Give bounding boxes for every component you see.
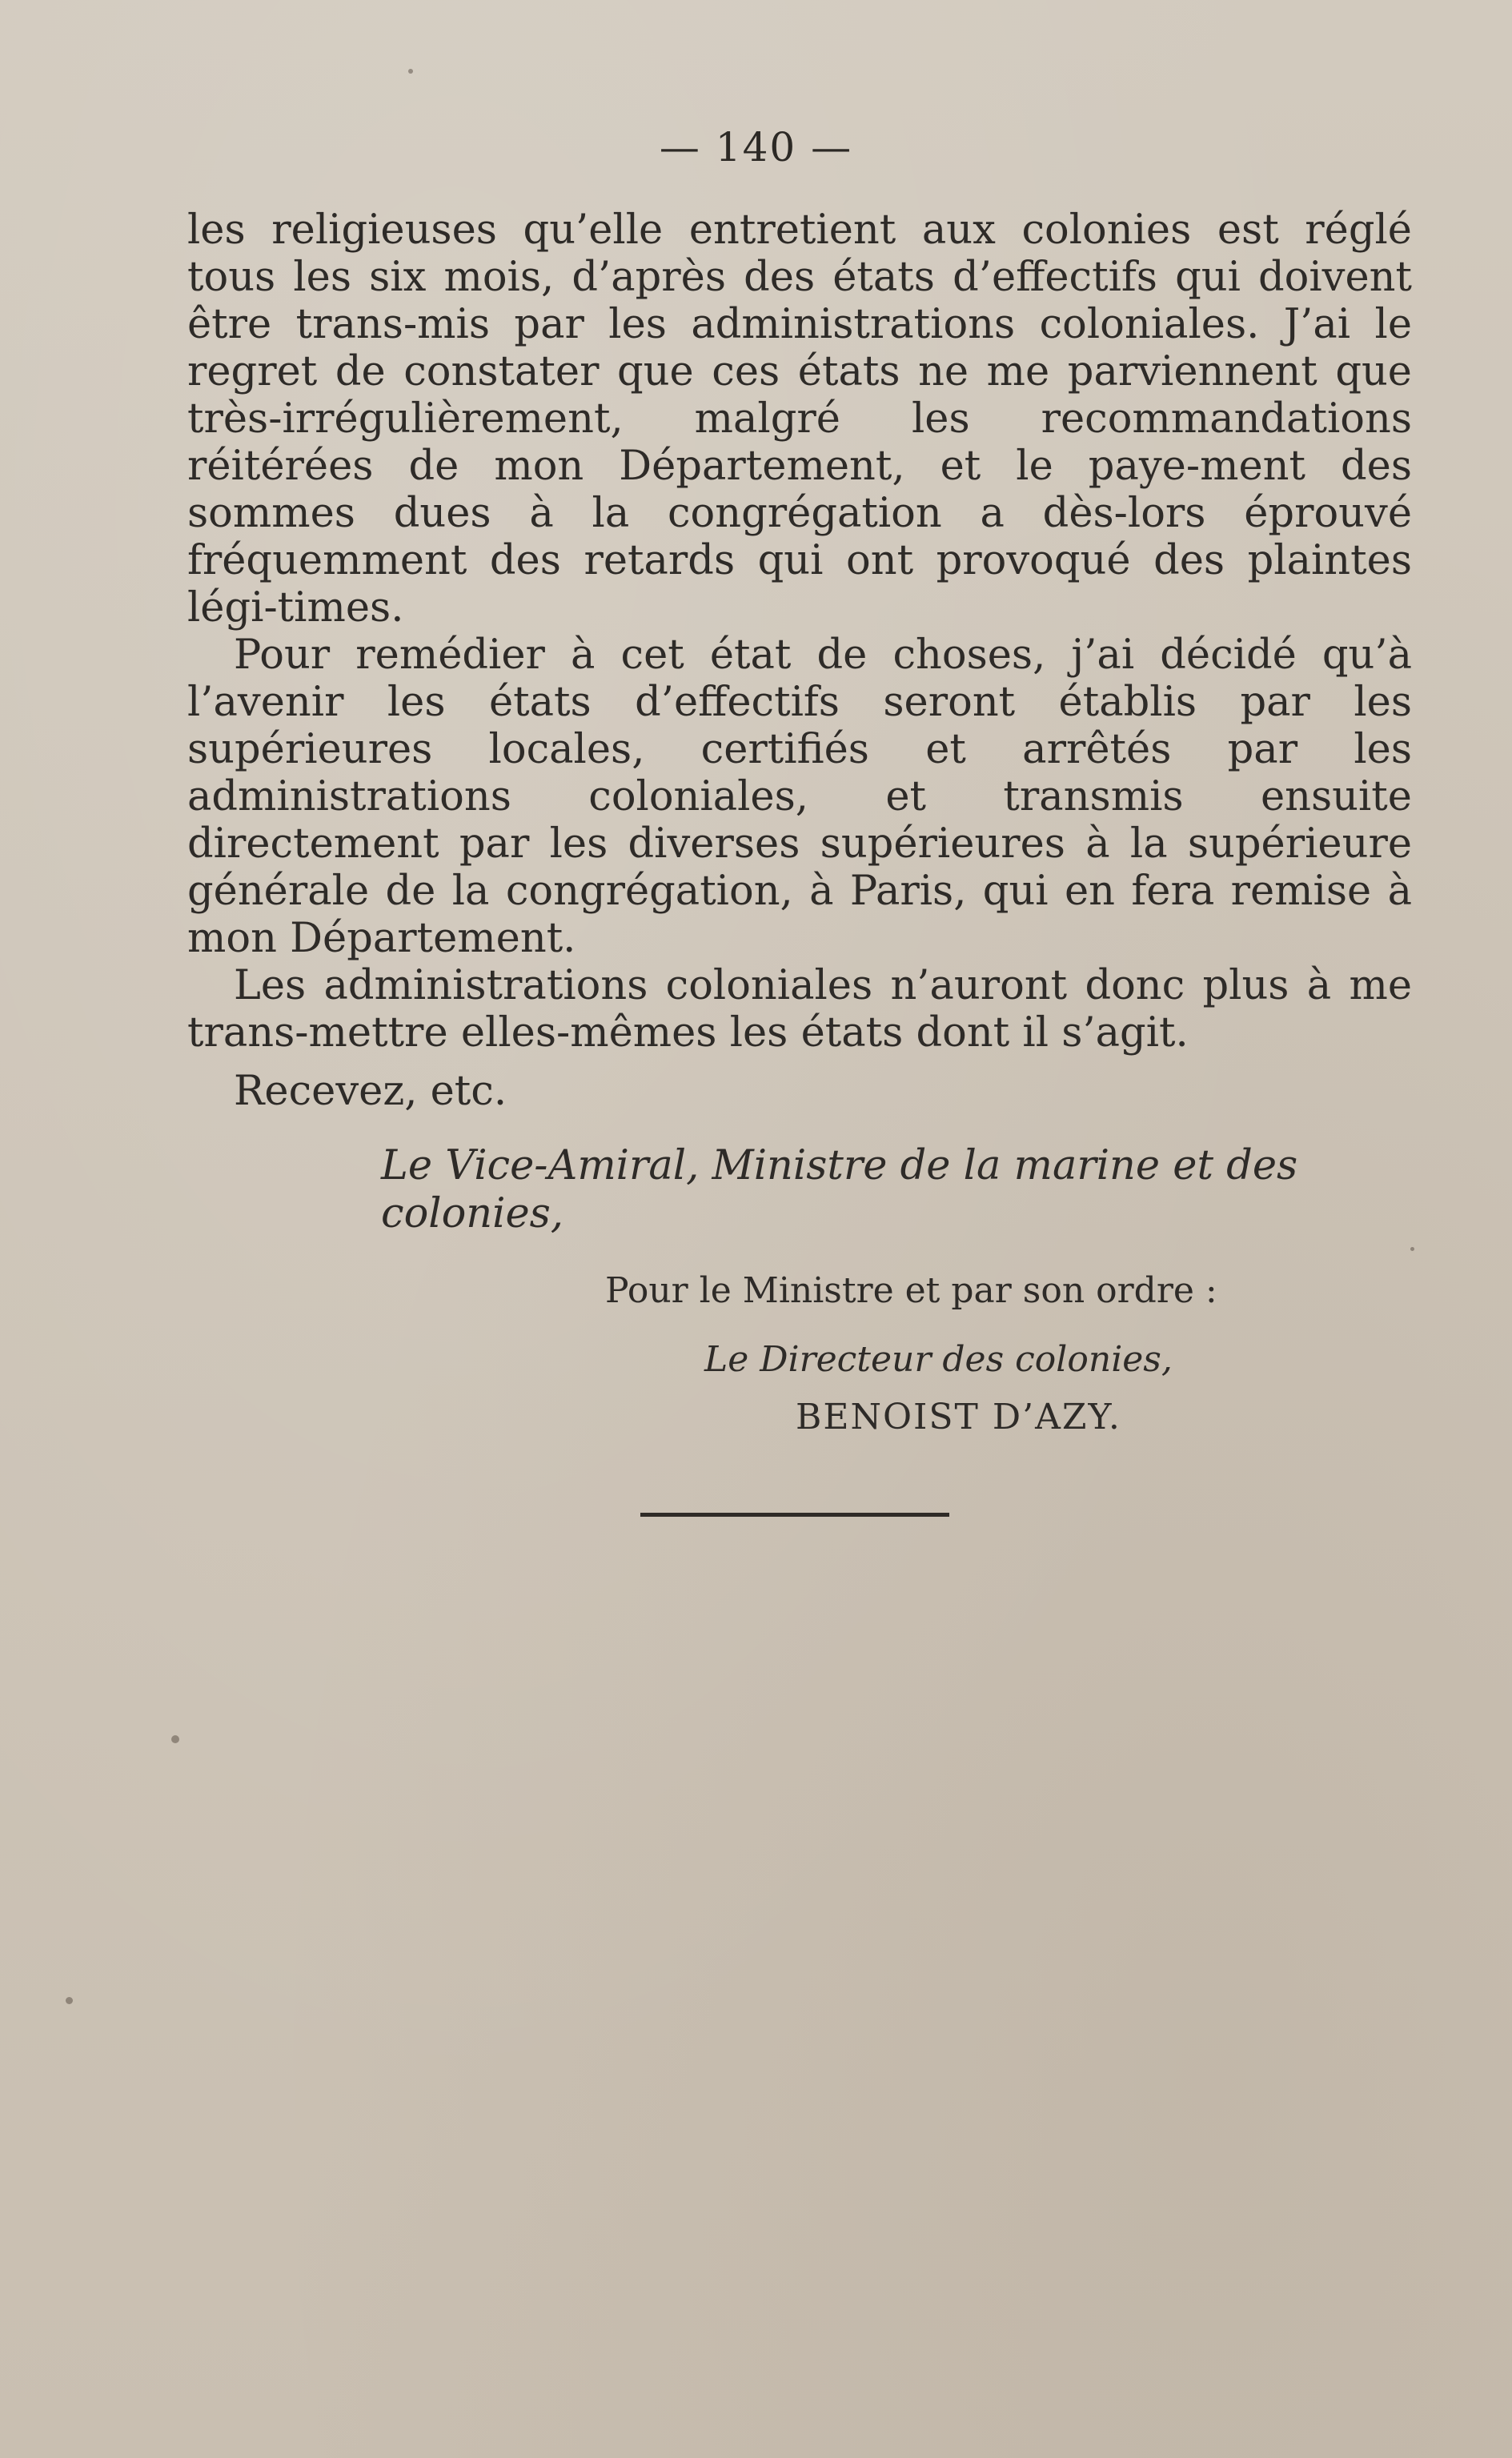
- paragraph-remedy: Pour remédier à cet état de choses, j’ai décidé qu’à l’avenir les états d’effectifs seront établis par les supérieures locales, certifiés et arrêtés par les administrations coloniales, et transmis ensuite directement par les diverses supérieures à la supérieure générale de la congrégation, à Paris, qui en fera remise à mon Département.: [187, 632, 1412, 962]
- director-name: BENOIST D’AZY.: [796, 1397, 1121, 1438]
- paper-speck: [408, 69, 413, 74]
- paragraph-conclusion: Les administrations coloniales n’auront donc plus à me trans-mettre elles-mêmes les états dont il s’agit.: [187, 962, 1412, 1057]
- paper-speck: [1410, 1247, 1414, 1251]
- paragraph-continued: les religieuses qu’elle entretient aux colonies est réglé tous les six mois, d’après des états d’effectifs qui doivent être trans-mis par les administrations coloniales. J’ai le regret de constater que ces états ne me parviennent que très-irrégulièrement, malgré les recommandations réitérées de mon Département, et le paye-ment des sommes dues à la congrégation a dès-lors éprouvé fréquemment des retards qui ont provoqué des plaintes légi-times.: [187, 207, 1412, 632]
- signature-minister: Le Vice-Amiral, Ministre de la marine et des colonies,: [381, 1142, 1298, 1237]
- director-title: Le Directeur des colonies,: [704, 1339, 1173, 1380]
- letter-body: [187, 207, 1412, 1440]
- closing-formula: Recevez, etc.: [234, 1068, 507, 1115]
- end-rule: [640, 1513, 949, 1517]
- page-number: — 140 —: [659, 124, 853, 170]
- order-line: Pour le Ministre et par son ordre :: [605, 1270, 1217, 1311]
- paper-speck: [171, 1735, 179, 1743]
- paper-speck: [66, 1997, 73, 2004]
